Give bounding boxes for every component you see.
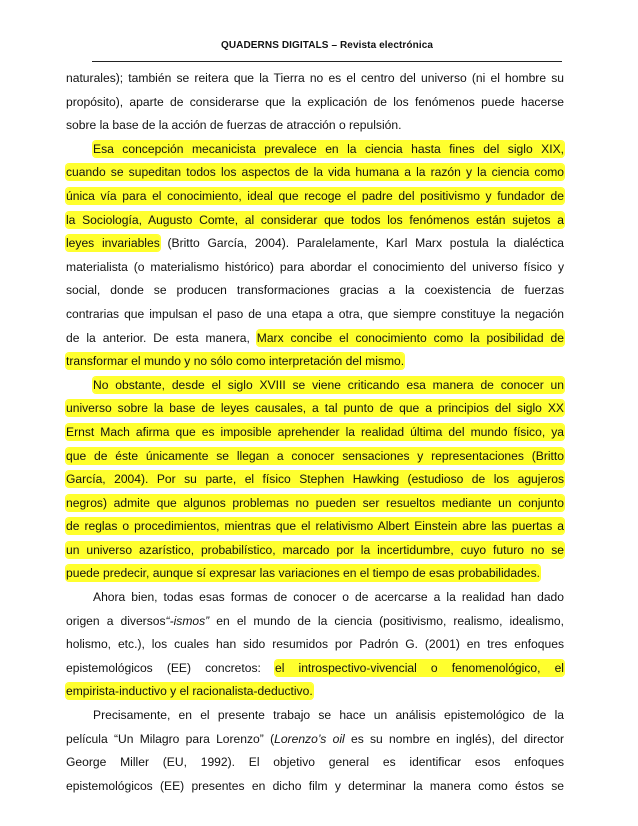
text-line [66,610,564,634]
text-line [66,138,564,162]
highlighted-text: transformar el mundo y no sólo como interpretación del mismo. [66,354,405,369]
highlighted-text: leyes invariables [66,236,160,251]
text-line [66,680,564,704]
text-line [66,515,564,539]
highlighted-text: única vía para el conocimiento, ideal que recoge el padre del positivismo y fundador de [66,188,564,203]
text-line [66,67,564,91]
text-line [66,327,564,351]
highlighted-text: un universo azarístico, probabilístico, marcado por la incertidumbre, cuyo futuro no se [66,542,564,557]
text-line [66,185,564,209]
text-line [66,492,564,516]
highlighted-text: negros) admite que algunos problemas no pueden ser resueltos mediante un conjunto [66,495,564,510]
highlighted-text: de reglas o procedimientos, mientras que el relativismo Albert Einstein abre las puertas a [66,519,564,534]
text-run: Ahora bien, todas esas formas de conocer o de acercarse a la realidad han dado [93,590,564,605]
text-run: (Britto García, 2004). Paralelamente, Karl Marx postula la dialéctica [159,236,564,251]
text-run: origen a diversos [66,613,166,628]
text-run: Lorenzo’s oil [274,731,345,746]
text-run: sobre la base de la acción de fuerzas de atracción o repulsión. [66,118,402,133]
text-line [66,350,564,374]
text-line [66,657,564,681]
highlighted-text: García, 2004). Por su parte, el físico Stephen Hawking (estudioso de los agujeros [66,472,564,487]
highlighted-text: la Sociología, Augusto Comte, al considerar que todos los fenómenos están sujetos a [66,212,564,227]
text-line [66,728,564,752]
highlighted-text: empirista-inductivo y el racionalista-deductivo. [66,684,313,699]
text-line [66,751,564,775]
highlighted-text: Ernst Mach afirma que es imposible aprehender la realidad última del mundo físico, ya [66,424,564,439]
text-line [66,539,564,563]
text-run: naturales); también se reitera que la Tierra no es el centro del universo (ni el hombre su [66,71,564,85]
text-line [66,232,564,256]
text-line [66,256,564,280]
text-line [66,586,564,610]
text-line [66,445,564,469]
text-line [66,91,564,115]
article-body [66,67,564,798]
highlighted-text: universo sobre la base de leyes causales, a tal punto de que a principios del siglo XX [66,401,564,416]
text-run: materialista (o materialismo histórico) para abordar el conocimiento del universo físico y [66,259,564,274]
text-run: “-ismos” [165,613,210,628]
text-run: epistemológicos (EE) concretos: [66,660,275,675]
text-line [66,114,564,138]
text-run: epistemológicos (EE) presentes en dicho film y determinar la manera como éstos se [66,778,564,793]
highlighted-text: el introspectivo-vivencial o fenomenológico, el [275,660,564,675]
text-line [66,468,564,492]
text-line [66,775,564,799]
header-rule [92,61,562,62]
text-line [66,209,564,233]
text-run: contrarias que impulsan el paso de una etapa a otra, que siempre constituye la negación [66,306,564,321]
text-line [66,303,564,327]
text-line [66,421,564,445]
text-line [66,161,564,185]
text-run: Precisamente, en el presente trabajo se hace un análisis epistemológico de la [93,708,564,723]
highlighted-text: puede predecir, aunque sí expresar las variaciones en el tiempo de esas probabilidades. [66,566,540,581]
journal-header: QUADERNS DIGITALS – Revista electrónica [220,40,434,51]
highlighted-text: que de éste únicamente se llegan a conocer sensaciones y representaciones (Britto [66,448,564,463]
highlighted-text: Esa concepción mecanicista prevalece en la ciencia hasta fines del siglo XIX, [93,141,564,156]
text-run: propósito), aparte de considerarse que la explicación de los fenómenos puede hacerse [66,94,564,109]
text-run: en el mundo de la ciencia (positivismo, realismo, idealismo, [209,613,564,628]
text-run: película “Un Milagro para Lorenzo” ( [66,731,275,746]
highlighted-text: cuando se supeditan todos los aspectos de la vida humana a la razón y la ciencia como [66,165,564,180]
text-run: holismo, etc.), los cuales han sido resumidos por Padrón G. (2001) en tres enfoques [66,637,564,652]
text-run: George Miller (EU, 1992). El objetivo general es identificar esos enfoques [66,755,564,770]
highlighted-text: No obstante, desde el siglo XVIII se viene criticando esa manera de conocer un [93,377,564,392]
text-line [66,279,564,303]
text-run: social, donde se producen transformaciones gracias a la coexistencia de fuerzas [66,283,564,298]
text-line [66,562,564,586]
text-line [66,704,564,728]
text-line [66,374,564,398]
text-line [66,633,564,657]
highlighted-text: Marx concibe el conocimiento como la posibilidad de [256,330,564,345]
text-line [66,397,564,421]
text-run: es su nombre en inglés), del director [344,731,564,746]
text-run: de la anterior. De esta manera, [66,330,257,345]
